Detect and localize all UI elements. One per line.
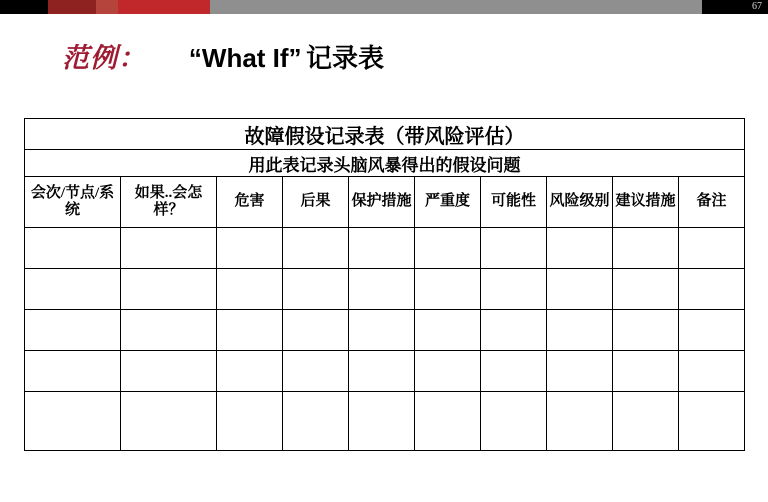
table-cell[interactable] xyxy=(349,269,415,310)
table-cell[interactable] xyxy=(415,228,481,269)
column-header-what-if: 如果..会怎样？ xyxy=(121,177,217,228)
table-cell[interactable] xyxy=(25,269,121,310)
table-cell[interactable] xyxy=(613,228,679,269)
column-header-hazard: 危害 xyxy=(217,177,283,228)
table-cell[interactable] xyxy=(217,310,283,351)
table-cell[interactable] xyxy=(415,269,481,310)
table-row xyxy=(25,392,745,451)
table-title-cell: 故障假设记录表（带风险评估） xyxy=(25,119,745,150)
slide-top-bar xyxy=(0,0,768,14)
column-header-recommendations: 建议措施 xyxy=(613,177,679,228)
table-cell[interactable] xyxy=(547,228,613,269)
table-cell[interactable] xyxy=(283,351,349,392)
column-header-likelihood: 可能性 xyxy=(481,177,547,228)
table-cell[interactable] xyxy=(547,392,613,451)
table-row xyxy=(25,310,745,351)
table-cell[interactable] xyxy=(25,228,121,269)
table-row xyxy=(25,351,745,392)
page-title-suffix: 记录表 xyxy=(306,44,385,73)
top-bar-segment-black-left xyxy=(0,0,48,14)
table-cell[interactable] xyxy=(613,351,679,392)
column-header-risk-level: 风险级别 xyxy=(547,177,613,228)
table-cell[interactable] xyxy=(415,392,481,451)
table-cell[interactable] xyxy=(217,269,283,310)
table-cell[interactable] xyxy=(121,310,217,351)
table-cell[interactable] xyxy=(481,228,547,269)
column-header-consequence: 后果 xyxy=(283,177,349,228)
top-bar-segment-mid-red xyxy=(96,0,118,14)
column-header-remarks: 备注 xyxy=(679,177,745,228)
table-cell[interactable] xyxy=(613,269,679,310)
table-cell[interactable] xyxy=(349,392,415,451)
column-header-safeguards: 保护措施 xyxy=(349,177,415,228)
table-subtitle-row xyxy=(25,150,745,177)
table-cell[interactable] xyxy=(283,228,349,269)
table-cell[interactable] xyxy=(679,310,745,351)
table-cell[interactable] xyxy=(547,310,613,351)
top-bar-segment-gray xyxy=(210,0,702,14)
page-title xyxy=(62,36,384,75)
table-cell[interactable] xyxy=(121,228,217,269)
top-bar-segment-bright-red xyxy=(118,0,210,14)
table-cell[interactable] xyxy=(613,392,679,451)
table-cell[interactable] xyxy=(217,392,283,451)
top-bar-segment-dark-red xyxy=(48,0,96,14)
table-cell[interactable] xyxy=(547,269,613,310)
table-title-row xyxy=(25,119,745,150)
table-cell[interactable] xyxy=(613,310,679,351)
table-cell[interactable] xyxy=(415,351,481,392)
column-header-session-node-system: 会次/节点/系统 xyxy=(25,177,121,228)
table-cell[interactable] xyxy=(481,310,547,351)
table-cell[interactable] xyxy=(349,351,415,392)
table-cell[interactable] xyxy=(25,392,121,451)
table-cell[interactable] xyxy=(25,351,121,392)
table-cell[interactable] xyxy=(283,310,349,351)
table-cell[interactable] xyxy=(679,228,745,269)
table-cell[interactable] xyxy=(283,392,349,451)
table-cell[interactable] xyxy=(217,351,283,392)
table-cell[interactable] xyxy=(283,269,349,310)
slide-number: 67 xyxy=(752,1,762,12)
table-cell[interactable] xyxy=(121,392,217,451)
table-cell[interactable] xyxy=(25,310,121,351)
table-cell[interactable] xyxy=(481,392,547,451)
table-cell[interactable] xyxy=(121,269,217,310)
table-cell[interactable] xyxy=(481,351,547,392)
table-header-row xyxy=(25,177,745,228)
table-cell[interactable] xyxy=(481,269,547,310)
page-title-prefix: 范例： xyxy=(62,43,146,73)
table-cell[interactable] xyxy=(547,351,613,392)
column-header-severity: 严重度 xyxy=(415,177,481,228)
whatif-record-table xyxy=(24,118,745,451)
table-row xyxy=(25,269,745,310)
table-row xyxy=(25,228,745,269)
table-subtitle-cell: 用此表记录头脑风暴得出的假设问题 xyxy=(25,150,745,177)
table-cell[interactable] xyxy=(679,351,745,392)
table-cell[interactable] xyxy=(121,351,217,392)
table-cell[interactable] xyxy=(415,310,481,351)
table-cell[interactable] xyxy=(349,310,415,351)
table-cell[interactable] xyxy=(679,269,745,310)
page-title-quoted-term: “What If” xyxy=(188,43,302,73)
whatif-table-container xyxy=(24,118,744,451)
table-cell[interactable] xyxy=(217,228,283,269)
table-cell[interactable] xyxy=(679,392,745,451)
table-cell[interactable] xyxy=(349,228,415,269)
